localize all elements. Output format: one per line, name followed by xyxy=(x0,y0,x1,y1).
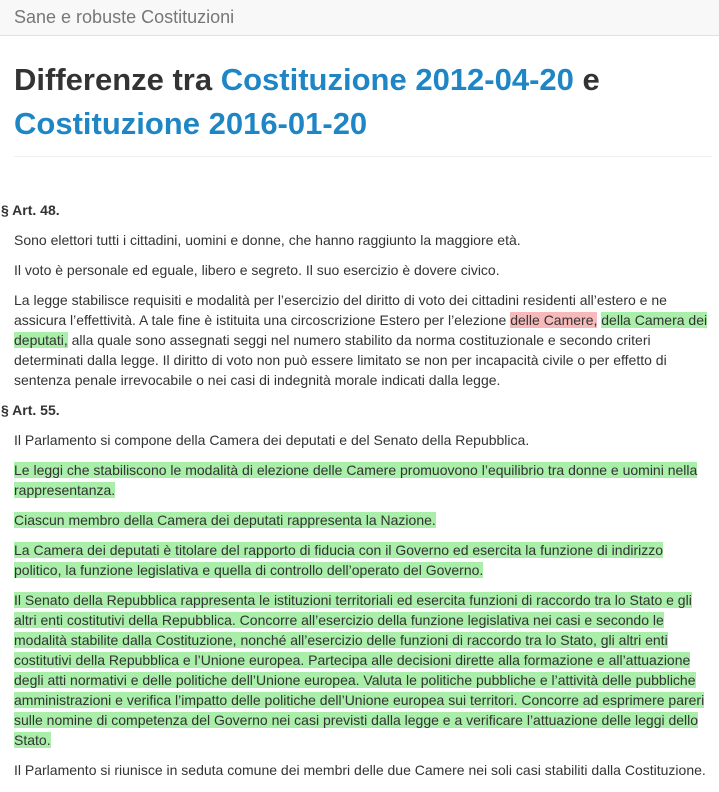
page-title xyxy=(14,58,712,146)
article-48-title[interactable]: § Art. 48. xyxy=(1,202,60,218)
inserted-text: Le leggi che stabiliscono le modalità di elezione delle Camere promuovono l’equilibrio tra donne e uomini nella rappresentanza. xyxy=(14,462,698,498)
article-55-paragraph-6: Il Parlamento si riunisce in seduta comune dei membri delle due Camere nei soli casi stabiliti dalla Costituzione. xyxy=(14,762,706,778)
article-55-title[interactable]: § Art. 55. xyxy=(1,402,60,418)
article-55-paragraph-3 xyxy=(0,510,711,530)
header-divider xyxy=(14,156,712,157)
article-55-paragraph-4 xyxy=(0,540,711,580)
diff-content xyxy=(0,200,719,780)
page-title-prefix: Differenze tra xyxy=(14,62,221,97)
article-48-paragraph-3 xyxy=(0,290,711,390)
revision-a-link[interactable]: Costituzione 2012-04-20 xyxy=(220,62,574,97)
article-55-paragraph-5 xyxy=(0,590,711,750)
inserted-text: Il Senato della Repubblica rappresenta le istituzioni territoriali ed esercita funzioni di raccordo tra lo Stato e gli altri enti costitutivi della Repubblica. Concorre all’esercizio della funzione legislativa nei casi e secondo le modalità stabilite dalla Costituzione, nonché all’esercizio delle funzioni di raccordo tra lo Stato, gli altri enti costitutivi della Repubblica e l’Unione europea. Partecipa alle decisioni dirette alla formazione e all’attuazione degli atti normativi e delle politiche dell’Unione europea. Valuta le politiche pubbliche e l’attività delle pubbliche amministrazioni e verifica l’impatto delle politiche dell’Unione europea sui territori. Concorre ad esprimere pareri sulle nomine di competenza del Governo nei casi previsti dalla legge e a verificare l’attuazione delle leggi dello Stato. xyxy=(14,592,705,748)
inserted-text: Ciascun membro della Camera dei deputati rappresenta la Nazione. xyxy=(14,512,436,528)
article-55-paragraph-1: Il Parlamento si compone della Camera dei deputati e del Senato della Repubblica. xyxy=(14,432,530,448)
deleted-text: delle Camere, xyxy=(510,312,598,328)
article-48-paragraph-3-text-after: alla quale sono assegnati seggi nel numero stabilito da norma costituzionale e secondo criteri determinati dalla legge. Il diritto di voto non può essere limitato se non per incapacità civile o per effetto di sentenza penale irrevocabile o nei casi di indegnità morale indicati dalla legge. xyxy=(14,332,667,388)
inserted-text: La Camera dei deputati è titolare del rapporto di fiducia con il Governo ed esercita la funzione di indirizzo politico, la funzione legislativa e quella di controllo dell’operato del Governo. xyxy=(14,542,664,578)
revision-b-link[interactable]: Costituzione 2016-01-20 xyxy=(14,106,368,141)
navbar-brand-link[interactable]: Sane e robuste Costituzioni xyxy=(14,7,235,27)
article-48-paragraph-3-text-before: La legge stabilisce requisiti e modalità per l’esercizio del diritto di voto dei cittadini residenti all’estero e ne assicura l’effettività. A tale fine è istituita una circoscrizione Estero per l’elezione xyxy=(14,292,667,328)
article-48-paragraph-2: Il voto è personale ed eguale, libero e segreto. Il suo esercizio è dovere civico. xyxy=(14,262,500,278)
article-55-paragraph-2 xyxy=(0,460,711,500)
inserted-text: della Camera dei deputati, xyxy=(14,312,708,348)
navbar xyxy=(0,0,719,36)
article-48-paragraph-1: Sono elettori tutti i cittadini, uomini e donne, che hanno raggiunto la maggiore età. xyxy=(14,232,521,248)
page-title-middle: e xyxy=(573,62,600,97)
